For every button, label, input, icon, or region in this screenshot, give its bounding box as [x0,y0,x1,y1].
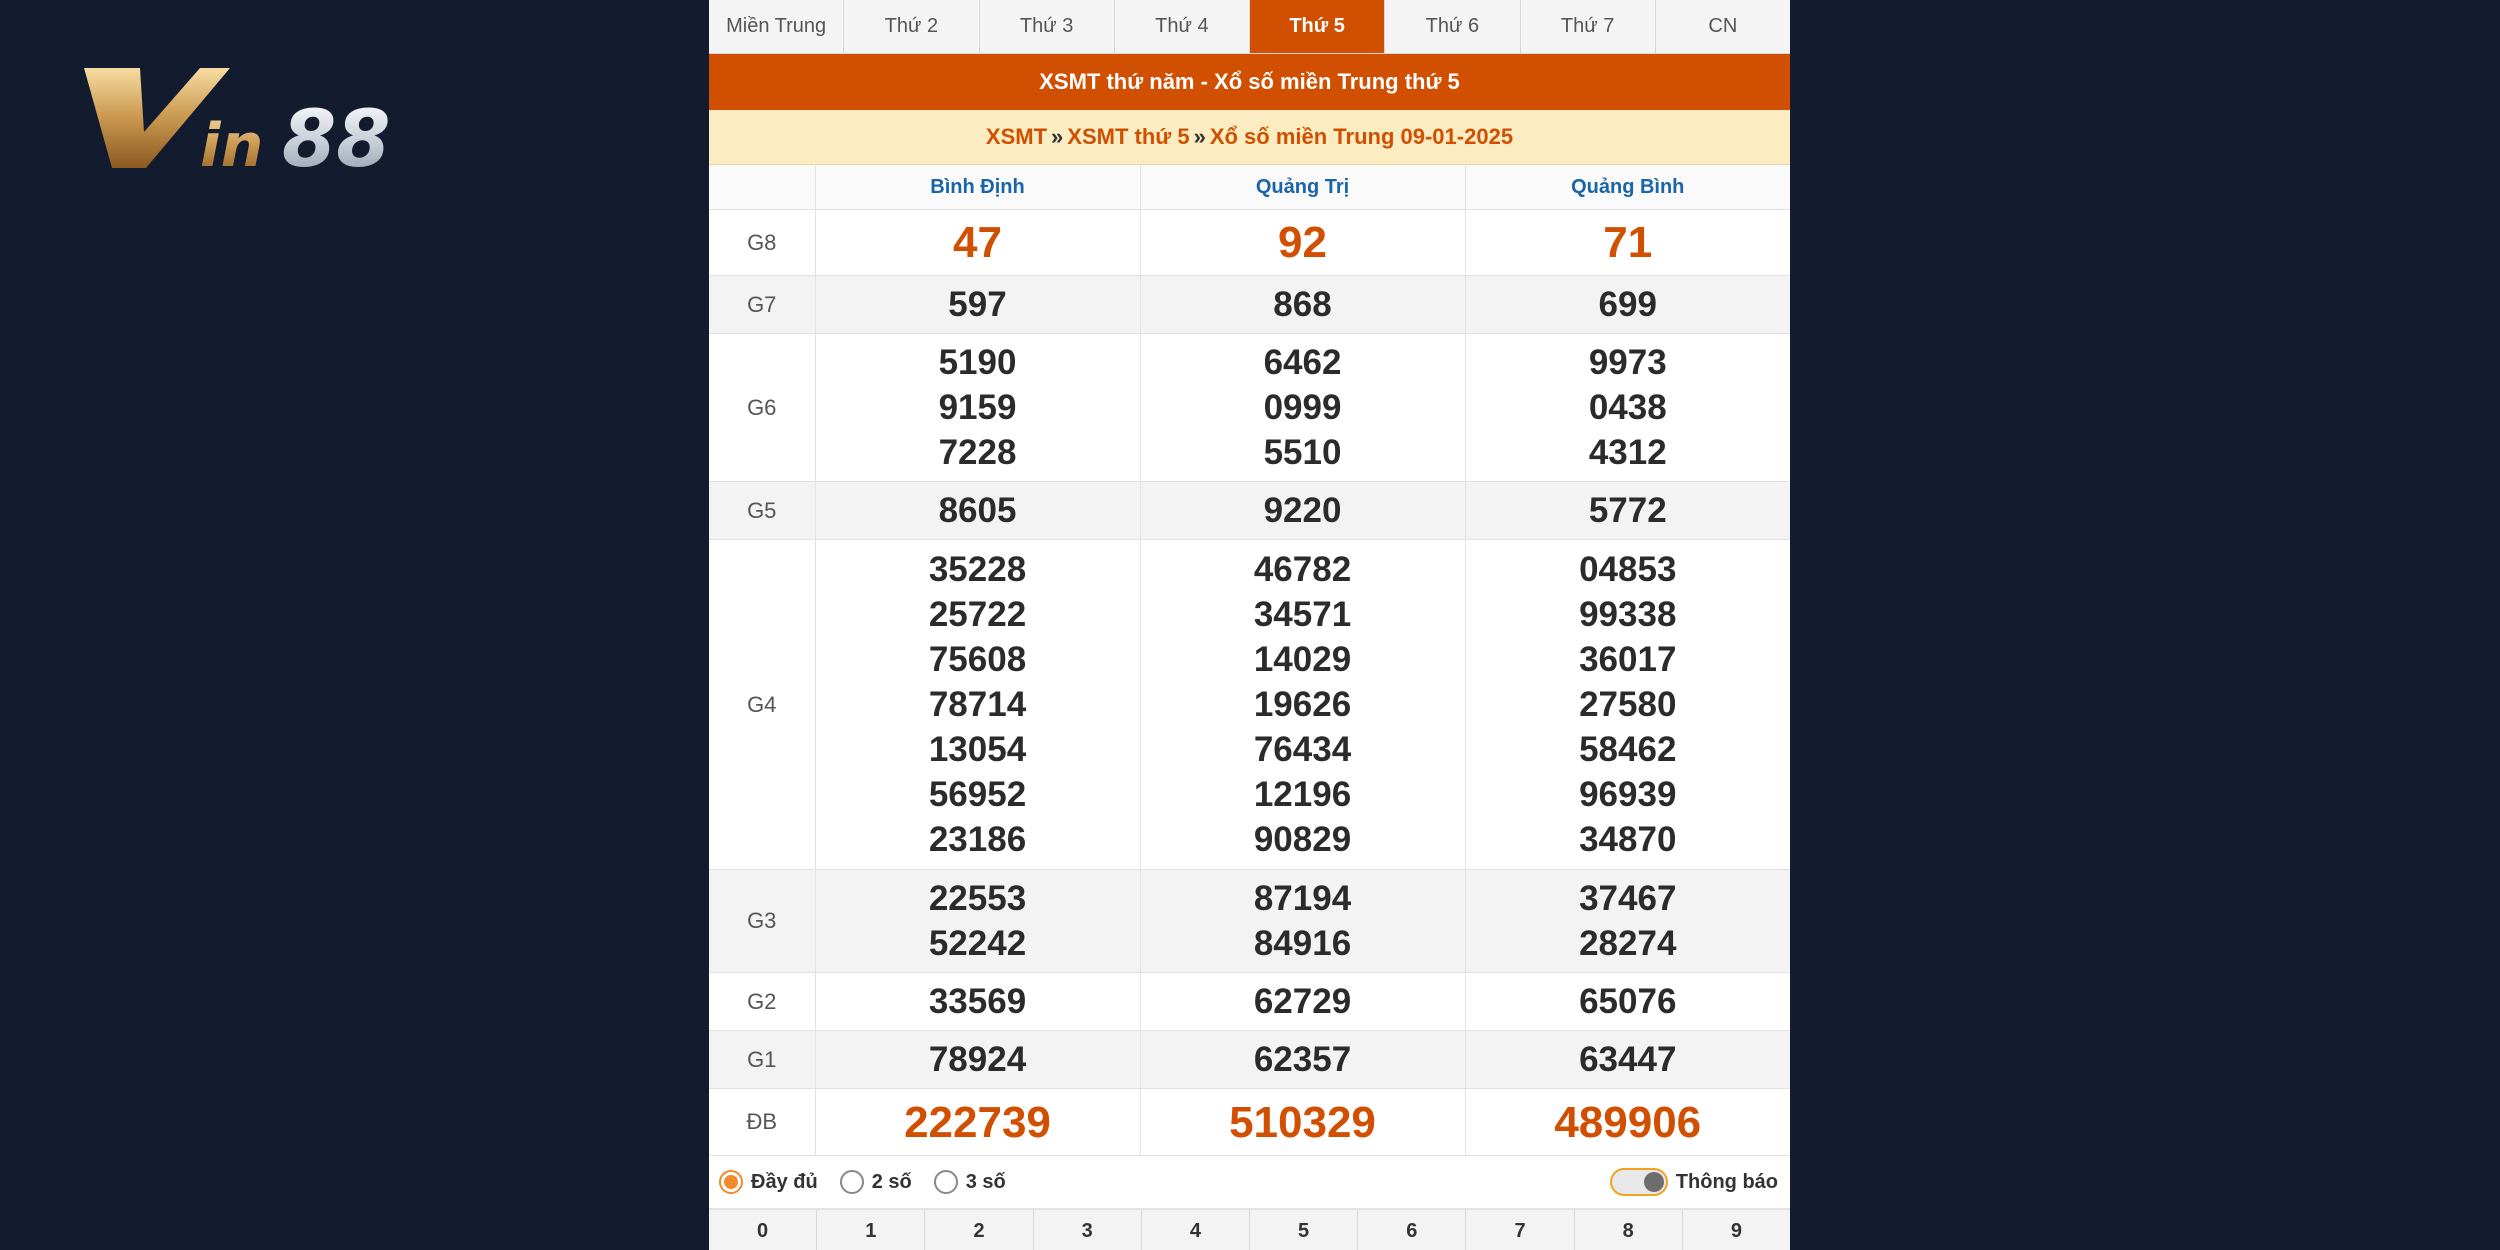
prize-number: 4312 [1588,433,1667,472]
prize-number: 19626 [1253,685,1352,724]
svg-text:88: 88 [282,95,391,182]
prize-label: G4 [709,540,815,870]
prize-cell [1140,973,1465,1031]
prize-cell [815,210,1140,276]
prize-cell [1465,482,1790,540]
prize-number: 52242 [928,924,1027,963]
notify-toggle[interactable] [1610,1156,1778,1208]
prize-number: 8605 [938,491,1017,530]
prize-label: G7 [709,276,815,334]
prize-number: 22553 [928,879,1027,918]
prize-number: 62357 [1253,1040,1352,1079]
option-three-label: 3 số [965,1170,1006,1193]
digit-8[interactable]: 8 [1575,1210,1683,1250]
prize-row [709,482,1790,540]
breadcrumb-xsmt[interactable]: XSMT [985,124,1048,149]
prize-number: 5190 [938,343,1017,382]
day-tabs [709,0,1790,54]
table-header-row [709,165,1790,210]
breadcrumb-separator: » [1051,124,1064,149]
prize-number: 7228 [938,433,1017,472]
digit-1[interactable]: 1 [817,1210,925,1250]
prize-cell [815,1031,1140,1089]
prize-number: 27580 [1579,685,1677,724]
page-title: XSMT thứ năm - Xổ số miền Trung thứ 5 [709,54,1790,110]
prize-number: 58462 [1579,730,1677,769]
empty-header-cell [709,165,815,210]
radio-icon[interactable] [840,1170,864,1194]
tab-thu-7[interactable]: Thứ 7 [1521,0,1656,53]
option-two-digits[interactable] [840,1170,912,1194]
prize-number: 0438 [1588,388,1667,427]
prize-cell [1140,1089,1465,1156]
prize-row [709,973,1790,1031]
prize-number: 62729 [1253,982,1352,1021]
digit-2[interactable]: 2 [925,1210,1033,1250]
prize-number: 87194 [1253,879,1352,918]
digit-0[interactable]: 0 [709,1210,817,1250]
prize-number: 84916 [1253,924,1352,963]
prize-number: 510329 [1229,1097,1376,1147]
prize-cell [1465,1089,1790,1156]
prize-row [709,1089,1790,1156]
province-quang-tri[interactable]: Quảng Trị [1140,165,1465,210]
head-digit-filter [709,1209,1790,1250]
breadcrumb-xsmt-thu-5[interactable]: XSMT thứ 5 [1067,124,1190,149]
prize-number: 65076 [1579,982,1677,1021]
prize-number: 222739 [904,1097,1051,1147]
prize-number: 0999 [1263,388,1342,427]
prize-cell [815,482,1140,540]
prize-row [709,540,1790,870]
province-quang-binh[interactable]: Quảng Bình [1465,165,1790,210]
prize-number: 99338 [1579,595,1677,634]
prize-number: 76434 [1253,730,1352,769]
tab-thu-2[interactable]: Thứ 2 [844,0,979,53]
prize-row [709,1031,1790,1089]
prize-number: 47 [953,218,1002,267]
prize-number: 90829 [1253,820,1352,859]
prize-number: 92 [1278,218,1327,267]
prize-number: 12196 [1253,775,1352,814]
prize-cell [815,973,1140,1031]
prize-number: 5510 [1263,433,1342,472]
prize-number: 14029 [1253,640,1352,679]
digit-3[interactable]: 3 [1034,1210,1142,1250]
prize-cell [1465,1031,1790,1089]
prize-cell [1140,1031,1465,1089]
breadcrumb-separator: » [1193,124,1206,149]
digit-7[interactable]: 7 [1466,1210,1574,1250]
prize-number: 78924 [928,1040,1027,1079]
prize-row [709,334,1790,482]
prize-label: G8 [709,210,815,276]
radio-icon[interactable] [934,1170,958,1194]
prize-number: 71 [1603,218,1653,267]
prize-cell [1140,482,1465,540]
prize-number: 597 [948,285,1007,324]
province-binh-dinh[interactable]: Bình Định [815,165,1140,210]
prize-number: 9159 [938,388,1017,427]
prize-cell [1140,334,1465,482]
toggle-switch-icon[interactable] [1610,1168,1668,1196]
radio-selected-icon[interactable] [719,1170,743,1194]
prize-number: 5772 [1588,491,1667,530]
prize-cell [1140,870,1465,973]
prize-number: 9220 [1263,491,1342,530]
tab-thu-6[interactable]: Thứ 6 [1385,0,1520,53]
vin88-logo-graphic [82,62,452,182]
digit-6[interactable]: 6 [1358,1210,1466,1250]
prize-number: 37467 [1579,879,1677,918]
prize-number: 34870 [1579,820,1677,859]
prize-row [709,870,1790,973]
prize-number: 9973 [1588,343,1667,382]
prize-number: 25722 [928,595,1027,634]
prize-label: G1 [709,1031,815,1089]
prize-number: 34571 [1253,595,1352,634]
prize-number: 63447 [1579,1040,1677,1079]
prize-number: 699 [1598,285,1657,324]
prize-label: G6 [709,334,815,482]
results-table [709,165,1790,1156]
prize-cell [1465,210,1790,276]
prize-number: 36017 [1579,640,1677,679]
notify-label: Thông báo [1675,1170,1778,1193]
prize-number: 13054 [928,730,1027,769]
display-options [709,1156,1790,1209]
breadcrumb-current[interactable]: Xổ số miền Trung 09-01-2025 [1209,124,1514,149]
prize-cell [1140,540,1465,870]
prize-row [709,210,1790,276]
prize-number: 56952 [928,775,1027,814]
prize-cell [1465,870,1790,973]
prize-cell [1465,973,1790,1031]
prize-number: 33569 [928,982,1027,1021]
prize-row [709,276,1790,334]
prize-number: 75608 [928,640,1027,679]
prize-label: G5 [709,482,815,540]
option-three-digits[interactable] [934,1170,1006,1194]
prize-number: 78714 [928,685,1027,724]
breadcrumb [709,110,1790,165]
option-full[interactable] [719,1170,818,1194]
vin88-logo[interactable] [82,62,452,182]
prize-number: 23186 [928,820,1027,859]
prize-number: 04853 [1579,550,1677,589]
svg-text:in: in [200,111,264,181]
prize-number: 489906 [1554,1097,1702,1147]
prize-cell [1465,334,1790,482]
tab-mien-trung[interactable]: Miền Trung [709,0,844,53]
digit-5[interactable]: 5 [1250,1210,1358,1250]
lottery-panel [709,0,1790,1250]
prize-label: G3 [709,870,815,973]
tab-thu-5[interactable]: Thứ 5 [1250,0,1385,53]
prize-number: 28274 [1579,924,1677,963]
prize-number: 46782 [1253,550,1352,589]
prize-cell [1465,540,1790,870]
prize-cell [1140,210,1465,276]
prize-number: 868 [1273,285,1332,324]
digit-4[interactable]: 4 [1142,1210,1250,1250]
digit-9[interactable]: 9 [1730,1219,1742,1242]
tab-cn[interactable]: CN [1708,15,1738,37]
prize-number: 6462 [1263,343,1342,382]
prize-cell [815,334,1140,482]
option-full-label: Đầy đủ [751,1170,818,1193]
tab-thu-3[interactable]: Thứ 3 [980,0,1115,53]
prize-cell [815,1089,1140,1156]
prize-cell [1465,276,1790,334]
prize-cell [815,540,1140,870]
prize-number: 35228 [928,550,1027,589]
tab-thu-4[interactable]: Thứ 4 [1115,0,1250,53]
prize-cell [1140,276,1465,334]
prize-label: G2 [709,973,815,1031]
prize-cell [815,276,1140,334]
prize-cell [815,870,1140,973]
prize-label: ĐB [709,1089,815,1156]
option-two-label: 2 số [871,1170,912,1193]
prize-number: 96939 [1579,775,1677,814]
